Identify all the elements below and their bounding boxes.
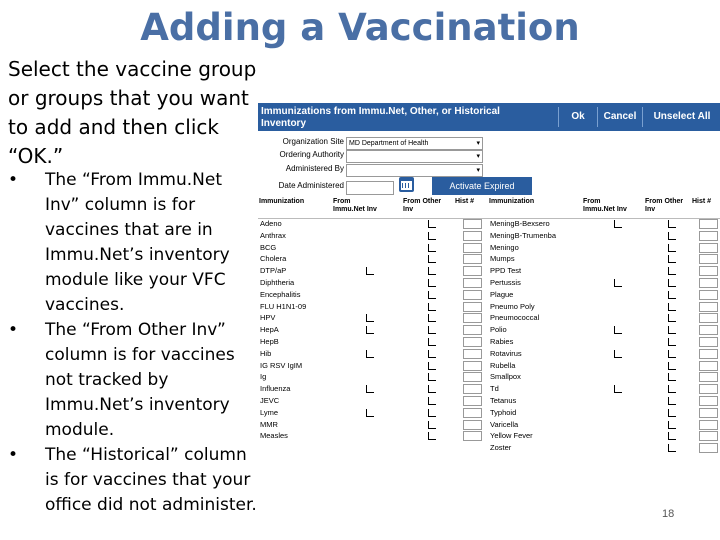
page-number: 18 — [662, 508, 675, 520]
from-other-checkbox[interactable] — [668, 338, 676, 346]
hist-count-input[interactable] — [463, 384, 482, 394]
bullet-item — [8, 168, 260, 318]
from-other-checkbox[interactable] — [668, 373, 676, 381]
immunization-name: PPD Test — [490, 266, 522, 276]
from-other-checkbox[interactable] — [428, 303, 436, 311]
col-header-from-other: From Other Inv — [403, 198, 442, 213]
from-other-checkbox[interactable] — [668, 350, 676, 358]
from-other-checkbox[interactable] — [428, 373, 436, 381]
from-other-checkbox[interactable] — [428, 244, 436, 252]
hist-count-input[interactable] — [463, 431, 482, 441]
from-other-checkbox[interactable] — [428, 421, 436, 429]
from-immunet-checkbox[interactable] — [614, 220, 622, 228]
immunization-name: Lyme — [260, 407, 279, 417]
immunization-name: Rubella — [490, 360, 516, 370]
immunization-name: Yellow Fever — [490, 431, 533, 441]
from-other-checkbox[interactable] — [428, 350, 436, 358]
immunization-name: FLU H1N1-09 — [260, 301, 307, 311]
hist-count-input[interactable] — [699, 408, 718, 418]
hist-count-input[interactable] — [699, 337, 718, 347]
from-other-checkbox[interactable] — [668, 362, 676, 370]
org-site-label: Organization Site — [282, 137, 344, 146]
date-administered-input[interactable] — [346, 181, 394, 195]
grid-divider — [258, 218, 720, 219]
hist-count-input[interactable] — [463, 420, 482, 430]
from-other-checkbox[interactable] — [668, 432, 676, 440]
immunization-name: BCG — [260, 242, 277, 252]
dialog-header — [258, 103, 720, 131]
immunization-name: Pertussis — [490, 278, 521, 287]
from-other-checkbox[interactable] — [668, 267, 676, 275]
administered-by-row — [258, 164, 720, 177]
immunization-name: Pneumococcal — [490, 313, 540, 323]
unselect-all-button[interactable]: Unselect All — [642, 107, 720, 127]
col-header-from-immunet: From Immu.Net Inv — [583, 198, 627, 213]
hist-count-input[interactable] — [463, 337, 482, 347]
bullet-marker: • — [8, 170, 19, 190]
from-other-checkbox[interactable] — [668, 444, 676, 452]
chevron-down-icon: ▾ — [476, 140, 480, 147]
from-other-checkbox[interactable] — [668, 244, 676, 252]
from-other-checkbox[interactable] — [668, 326, 676, 334]
col-header-hist: Hist # — [455, 198, 475, 205]
hist-count-input[interactable] — [699, 278, 718, 288]
immunization-name: MMR — [260, 419, 278, 429]
from-other-checkbox[interactable] — [428, 362, 436, 370]
hist-count-input[interactable] — [699, 443, 718, 453]
from-other-checkbox[interactable] — [428, 255, 436, 263]
from-immunet-checkbox[interactable] — [614, 385, 622, 393]
from-other-checkbox[interactable] — [428, 291, 436, 299]
col-header-from-other: From Other Inv — [645, 198, 684, 213]
from-other-checkbox[interactable] — [428, 267, 436, 275]
immunization-name: JEVC — [260, 396, 280, 405]
immunization-name: Ig — [260, 372, 267, 382]
calendar-icon[interactable] — [399, 177, 414, 192]
hist-count-input[interactable] — [699, 325, 718, 335]
hist-count-input[interactable] — [699, 420, 718, 430]
from-other-checkbox[interactable] — [668, 385, 676, 393]
ordering-authority-label: Ordering Authority — [279, 150, 344, 159]
administered-by-label: Administered By — [285, 164, 344, 173]
hist-count-input[interactable] — [463, 325, 482, 335]
from-other-checkbox[interactable] — [668, 409, 676, 417]
immunization-name: Hib — [260, 348, 272, 358]
immunization-name: Rabies — [490, 337, 514, 346]
org-site-select[interactable] — [346, 137, 483, 150]
hist-count-input[interactable] — [463, 254, 482, 264]
immunization-name: HepA — [260, 325, 279, 335]
hist-count-input[interactable] — [463, 266, 482, 276]
hist-count-input[interactable] — [463, 290, 482, 300]
immunization-dialog — [258, 103, 720, 453]
immunization-name: Anthrax — [260, 230, 286, 240]
from-other-checkbox[interactable] — [668, 220, 676, 228]
immunization-name: Polio — [490, 325, 507, 335]
from-other-checkbox[interactable] — [428, 279, 436, 287]
hist-count-input[interactable] — [463, 231, 482, 241]
immunization-name: HPV — [260, 313, 276, 323]
hist-count-input[interactable] — [463, 313, 482, 323]
from-other-checkbox[interactable] — [428, 432, 436, 440]
immunization-name: Smallpox — [490, 372, 521, 382]
hist-count-input[interactable] — [699, 384, 718, 394]
hist-count-input[interactable] — [699, 254, 718, 264]
hist-count-input[interactable] — [463, 302, 482, 312]
ordering-authority-row — [258, 150, 720, 163]
from-other-checkbox[interactable] — [668, 291, 676, 299]
administered-by-select[interactable] — [346, 164, 483, 177]
hist-count-input[interactable] — [699, 313, 718, 323]
immunization-name: HepB — [260, 337, 279, 346]
ordering-authority-select[interactable] — [346, 150, 483, 163]
col-header-from-immunet: From Immu.Net Inv — [333, 198, 377, 213]
from-other-checkbox[interactable] — [428, 409, 436, 417]
from-other-checkbox[interactable] — [428, 326, 436, 334]
immunization-name: Typhoid — [490, 407, 517, 417]
immunization-name: Mumps — [490, 254, 515, 264]
hist-count-input[interactable] — [463, 408, 482, 418]
immunization-name: Meningo — [490, 242, 519, 252]
immunization-name: Cholera — [260, 254, 287, 264]
from-immunet-checkbox[interactable] — [366, 409, 374, 417]
from-other-checkbox[interactable] — [668, 314, 676, 322]
from-immunet-checkbox[interactable] — [366, 350, 374, 358]
activate-expired-button[interactable]: Activate Expired — [432, 177, 532, 195]
from-immunet-checkbox[interactable] — [614, 279, 622, 287]
immunization-name: MeningB-Trumenba — [490, 230, 557, 240]
cancel-button[interactable]: Cancel — [597, 107, 642, 127]
from-other-checkbox[interactable] — [668, 421, 676, 429]
hist-count-input[interactable] — [699, 396, 718, 406]
from-other-checkbox[interactable] — [428, 397, 436, 405]
immunization-name: Tetanus — [490, 396, 517, 405]
immunization-name: Pneumo Poly — [490, 301, 535, 311]
bullet-item — [8, 318, 260, 443]
hist-count-input[interactable] — [699, 349, 718, 359]
bullet-text: The “From Other Inv” column is for vaccines not tracked by Immu.Net’s inventory module. — [45, 320, 235, 440]
from-immunet-checkbox[interactable] — [614, 326, 622, 334]
hist-count-input[interactable] — [699, 290, 718, 300]
from-other-checkbox[interactable] — [428, 232, 436, 240]
from-other-checkbox[interactable] — [668, 303, 676, 311]
immunization-name: Varicella — [490, 419, 519, 429]
from-other-checkbox[interactable] — [428, 338, 436, 346]
from-other-checkbox[interactable] — [668, 279, 676, 287]
immunization-name: DTP/aP — [260, 266, 287, 276]
chevron-down-icon: ▾ — [476, 167, 480, 174]
bullet-list — [8, 168, 260, 518]
immunization-name: Td — [490, 384, 499, 394]
immunization-name: Plague — [490, 289, 514, 299]
from-other-checkbox[interactable] — [428, 314, 436, 322]
bullet-text: The “From Immu.Net Inv” column is for vaccines that are in Immu.Net’s inventory module like your VFC vaccines. — [45, 170, 230, 315]
from-other-checkbox[interactable] — [668, 397, 676, 405]
hist-count-input[interactable] — [699, 372, 718, 382]
hist-count-input[interactable] — [463, 243, 482, 253]
hist-count-input[interactable] — [699, 361, 718, 371]
intro-text: Select the vaccine group or groups that you want to add and then click “OK.” — [8, 57, 257, 168]
hist-count-input[interactable] — [463, 361, 482, 371]
org-site-value: MD Department of Health — [349, 140, 429, 147]
from-immunet-checkbox[interactable] — [366, 267, 374, 275]
bullet-marker: • — [8, 445, 19, 465]
hist-count-input[interactable] — [699, 243, 718, 253]
hist-count-input[interactable] — [463, 219, 482, 229]
hist-count-input[interactable] — [699, 266, 718, 276]
from-other-checkbox[interactable] — [428, 385, 436, 393]
hist-count-input[interactable] — [699, 302, 718, 312]
hist-count-input[interactable] — [463, 372, 482, 382]
from-other-checkbox[interactable] — [668, 255, 676, 263]
dialog-title: Immunizations from Immu.Net, Other, or Historical Inventory — [261, 106, 500, 129]
immunization-name: Encephalitis — [260, 289, 301, 299]
from-other-checkbox[interactable] — [668, 232, 676, 240]
col-header-hist: Hist # — [692, 198, 712, 205]
from-immunet-checkbox[interactable] — [366, 385, 374, 393]
slide-title: Adding a Vaccination — [140, 6, 580, 49]
from-immunet-checkbox[interactable] — [366, 326, 374, 334]
ok-button[interactable]: Ok — [558, 107, 597, 127]
immunization-name: Adeno — [260, 219, 282, 228]
date-administered-label: Date Administered — [278, 181, 344, 190]
from-immunet-checkbox[interactable] — [614, 350, 622, 358]
hist-count-input[interactable] — [699, 219, 718, 229]
hist-count-input[interactable] — [699, 431, 718, 441]
bullet-text: The “Historical” column is for vaccines that your office did not administer. — [45, 445, 257, 515]
col-header-immunization: Immunization — [259, 198, 305, 205]
chevron-down-icon: ▾ — [476, 153, 480, 160]
hist-count-input[interactable] — [699, 231, 718, 241]
immunization-name: Rotavirus — [490, 348, 522, 358]
hist-count-input[interactable] — [463, 278, 482, 288]
from-immunet-checkbox[interactable] — [366, 314, 374, 322]
org-site-row — [258, 137, 720, 150]
bullet-item — [8, 443, 260, 518]
col-header-immunization: Immunization — [489, 198, 535, 205]
immunization-name: Measles — [260, 431, 288, 441]
hist-count-input[interactable] — [463, 349, 482, 359]
from-other-checkbox[interactable] — [428, 220, 436, 228]
immunization-name: IG RSV IgIM — [260, 360, 303, 370]
bullet-marker: • — [8, 320, 19, 340]
immunization-name: MeningB-Bexsero — [490, 219, 550, 228]
immunization-name: Zoster — [490, 443, 512, 453]
immunization-name: Influenza — [260, 384, 291, 394]
immunization-name: Diphtheria — [260, 278, 295, 287]
hist-count-input[interactable] — [463, 396, 482, 406]
